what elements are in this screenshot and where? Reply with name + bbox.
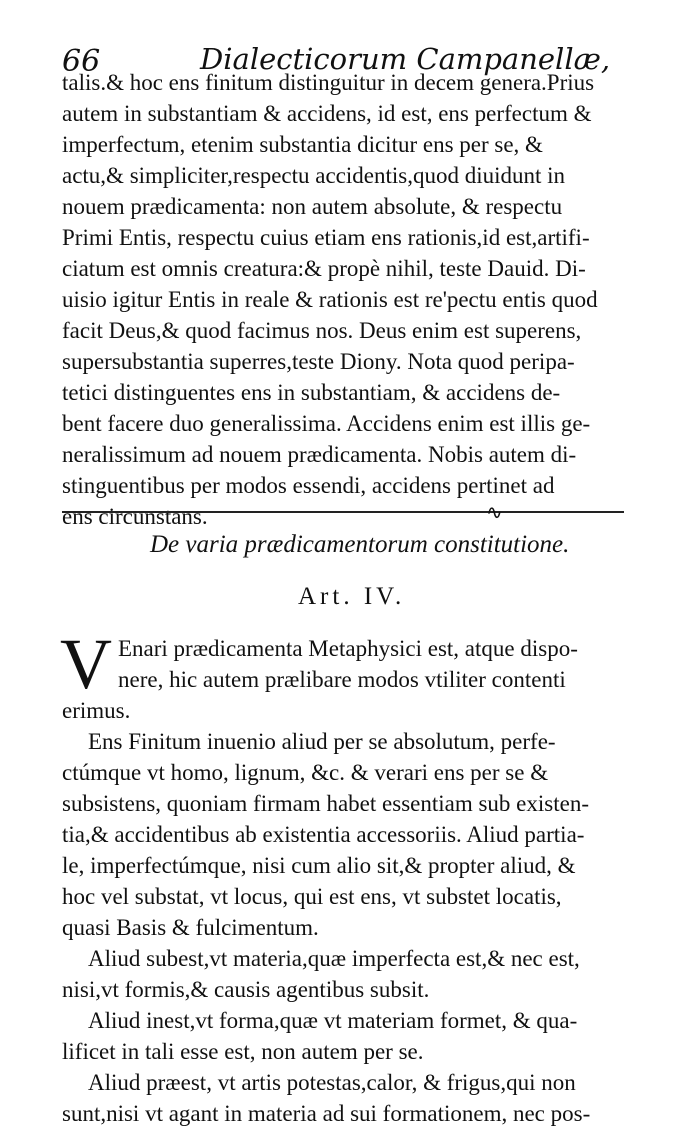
body-line: ens circunstans. — [62, 504, 208, 529]
body-line: talis.& hoc ens finitum distinguitur in decem genera.Prius — [62, 70, 595, 95]
article-label: Art. IV. — [298, 583, 406, 610]
body-line: lificet in tali esse est, non autem per se. — [62, 1039, 424, 1064]
body-line: subsistens, quoniam firmam habet essentiam sub existen- — [62, 791, 589, 816]
body-line: neralissimum ad nouem prædicamenta. Nobis autem di- — [62, 442, 577, 467]
body-line: tia,& accidentibus ab existentia accessoriis. Aliud partia- — [62, 822, 585, 847]
section-title: De varia prædicamentorum constitutione. — [150, 531, 570, 558]
body-line: erimus. — [62, 698, 131, 723]
body-line: nisi,vt formis,& causis agentibus subsit. — [62, 977, 430, 1002]
body-line: Aliud inest,vt forma,quæ vt materiam formet, & qua- — [88, 1008, 578, 1033]
body-line: Aliud præest, vt artis potestas,calor, & frigus,qui non — [88, 1070, 576, 1095]
body-line: Ens Finitum inuenio aliud per se absolutum, perfe- — [88, 729, 556, 754]
body-line: le, imperfectúmque, nisi cum alio sit,& propter aliud, & — [62, 853, 576, 878]
body-line: facit Deus,& quod facimus nos. Deus enim est superens, — [62, 318, 582, 343]
body-line: sunt,nisi vt agant in materia ad sui formationem, nec pos- — [62, 1101, 591, 1126]
dropcap-letter: V — [60, 624, 112, 704]
body-line: supersubstantia superres,teste Diony. Nota quod peripa- — [62, 349, 575, 374]
body-line: Primi Entis, respectu cuius etiam ens rationis,id est,artifi- — [62, 225, 590, 250]
body-line: uisio igitur Entis in reale & rationis est re'pectu entis quod — [62, 287, 598, 312]
body-line: tetici distinguentes ens in substantiam, & accidens de- — [62, 380, 561, 405]
page-number: 66 — [62, 44, 101, 79]
body-line: Enari prædicamenta Metaphysici est, atque dispo- — [118, 636, 578, 661]
body-line: ctúmque vt homo, lignum, &c. & verari ens per se & — [62, 760, 549, 785]
body-line: bent facere duo generalissima. Accidens enim est illis ge- — [62, 411, 591, 436]
body-line: Aliud subest,vt materia,quæ imperfecta est,& nec est, — [88, 946, 580, 971]
section-divider-rule — [62, 511, 624, 513]
body-line: imperfectum, etenim substantia dicitur ens per se, & — [62, 132, 543, 157]
body-line: actu,& simpliciter,respectu accidentis,quod diuidunt in — [62, 163, 566, 188]
body-line: hoc vel substat, vt locus, qui est ens, vt substet locatis, — [62, 884, 562, 909]
body-line: nere, hic autem prælibare modos vtiliter contenti — [118, 667, 566, 692]
body-line: nouem prædicamenta: non autem absolute, & respectu — [62, 194, 563, 219]
running-head: Dialecticorum Campanellæ, — [200, 42, 611, 76]
divider-flourish-icon: ∿ — [486, 500, 503, 524]
body-line: ciatum est omnis creatura:& propè nihil, teste Dauid. Di- — [62, 256, 586, 281]
body-line: autem in substantiam & accidens, id est, ens perfectum & — [62, 101, 592, 126]
body-line: stinguentibus per modos essendi, accidens pertinet ad — [62, 473, 555, 498]
body-line: quasi Basis & fulcimentum. — [62, 915, 319, 940]
